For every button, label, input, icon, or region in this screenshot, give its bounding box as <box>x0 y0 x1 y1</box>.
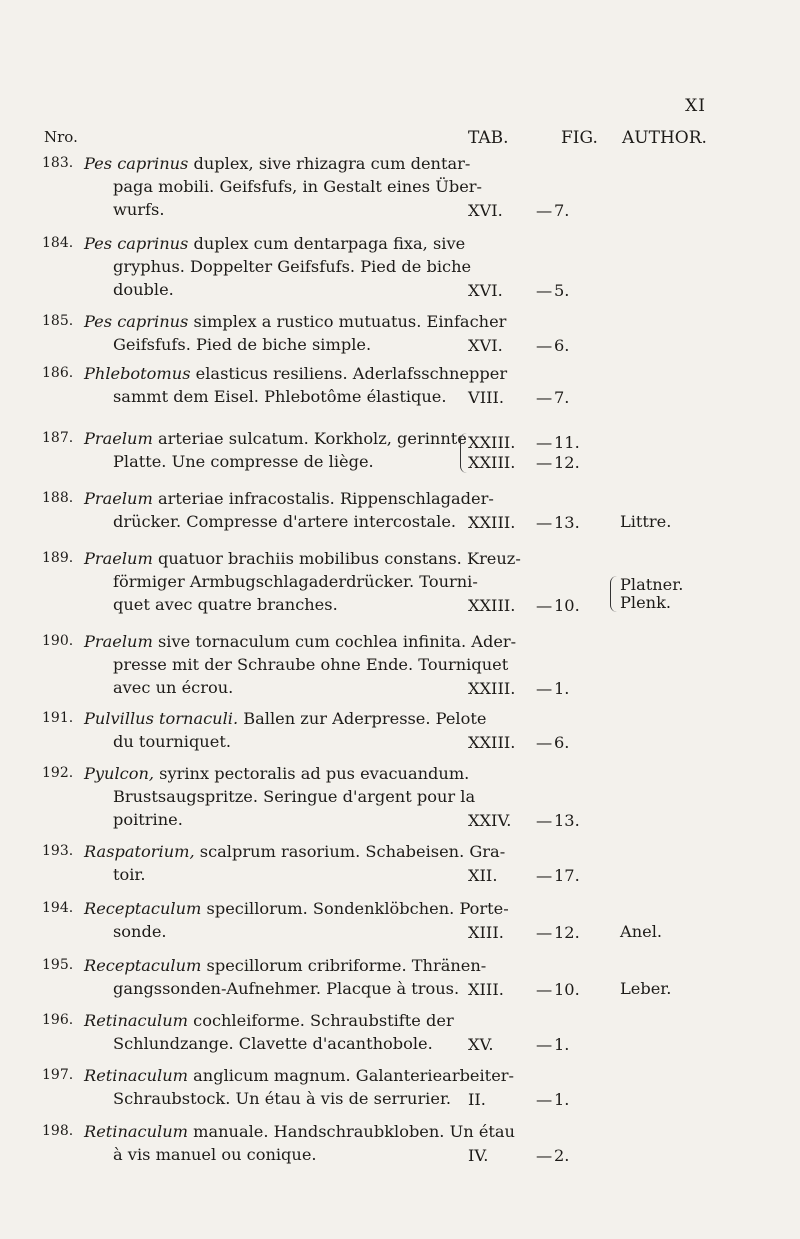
entry-number: 197. <box>42 1067 74 1083</box>
ref-tab: XV. <box>468 1035 494 1054</box>
entry-number: 194. <box>42 900 74 916</box>
reference-group <box>468 388 768 408</box>
ref-author-group <box>620 576 683 612</box>
entry-references <box>468 1035 768 1055</box>
entry-line: Pes caprinus duplex cum dentarpaga fixa, sive <box>84 234 466 253</box>
ref-dash: — <box>536 866 553 885</box>
entry-item <box>0 232 800 301</box>
entry-term: Receptaculum <box>84 956 202 975</box>
entry-line: Retinaculum cochleiforme. Schraubstifte der <box>84 1011 454 1030</box>
reference-row <box>468 1035 768 1055</box>
ref-fig: 7. <box>554 201 570 220</box>
ref-tab: XII. <box>468 866 498 885</box>
entry-line: Brustsaugspritze. Seringue d'argent pour la <box>113 787 476 806</box>
entry-line: Schlundzange. Clavette d'acanthobole. <box>113 1034 433 1053</box>
ref-fig: 10. <box>554 980 580 999</box>
reference-group <box>468 733 768 753</box>
ref-dash: — <box>536 923 553 942</box>
entry-references <box>468 433 768 473</box>
entry-text <box>84 1009 456 1055</box>
entry-number: 184. <box>42 235 74 251</box>
ref-fig: 1. <box>554 1090 570 1109</box>
entry-line: Praelum arteriae sulcatum. Korkholz, gerinnte <box>84 429 467 448</box>
entry-number: 189. <box>42 550 74 566</box>
entry-references <box>468 811 768 831</box>
reference-group <box>468 1035 768 1055</box>
entry-line: Pes caprinus simplex a rustico mutuatus. Einfacher <box>84 312 507 331</box>
entry-references <box>468 923 768 943</box>
reference-group <box>468 1146 768 1166</box>
entry-number: 193. <box>42 843 74 859</box>
entry-line: Platte. Une compresse de liège. <box>113 452 374 471</box>
ref-dash: — <box>536 453 553 472</box>
entry-term: Pulvillus tornaculi. <box>84 709 239 728</box>
entry-term: Praelum <box>84 632 153 651</box>
entry-line: förmiger Armbugschlagaderdrücker. Tourni- <box>113 572 478 591</box>
entry-references <box>468 1090 768 1110</box>
entry-item <box>0 840 800 886</box>
entry-term: Pyulcon, <box>84 764 155 783</box>
ref-fig: 11. <box>554 433 580 452</box>
ref-dash: — <box>536 201 553 220</box>
header-tab: TAB. <box>468 128 509 148</box>
reference-row <box>468 201 768 221</box>
ref-dash: — <box>536 1146 553 1165</box>
reference-group <box>468 923 768 943</box>
ref-fig: 6. <box>554 336 570 355</box>
ref-dash: — <box>536 281 553 300</box>
reference-row <box>468 433 768 453</box>
ref-tab: XIII. <box>468 923 504 942</box>
entry-term: Retinaculum <box>84 1066 188 1085</box>
ref-fig: 10. <box>554 596 580 615</box>
entry-line: quet avec quatre branches. <box>113 595 338 614</box>
entry-line: Raspatorium, scalprum rasorium. Schabeisen. Gra- <box>84 842 506 861</box>
entry-number: 183. <box>42 155 74 171</box>
entry-line: gryphus. Doppelter Geifsfufs. Pied de biche <box>113 257 472 276</box>
entry-number: 186. <box>42 365 74 381</box>
entry-line: double. <box>113 280 174 299</box>
brace-mark <box>610 576 617 612</box>
header-fig: FIG. <box>561 128 598 148</box>
entry-references <box>468 388 768 408</box>
ref-tab: XXIII. <box>468 733 516 752</box>
entry-number: 188. <box>42 490 74 506</box>
ref-author: Leber. <box>620 979 672 998</box>
ref-dash: — <box>536 679 553 698</box>
reference-group <box>468 1090 768 1110</box>
reference-row <box>468 980 768 1000</box>
entry-term: Pes caprinus <box>84 154 189 173</box>
entry-number: 195. <box>42 957 74 973</box>
reference-row <box>468 679 768 699</box>
entry-line: avec un écrou. <box>113 678 234 697</box>
entry-term: Receptaculum <box>84 899 202 918</box>
ref-fig: 12. <box>554 453 580 472</box>
entry-line: sammt dem Eisel. Phlebotôme élastique. <box>113 387 447 406</box>
reference-row <box>468 866 768 886</box>
entry-number: 192. <box>42 765 74 781</box>
reference-group <box>468 811 768 831</box>
ref-tab: XXIII. <box>468 433 516 452</box>
ref-dash: — <box>536 433 553 452</box>
entry-line: wurfs. <box>113 200 165 219</box>
entry-term: Pes caprinus <box>84 234 189 253</box>
entry-number: 190. <box>42 633 74 649</box>
entry-item <box>0 547 800 616</box>
entry-line: Geifsfufs. Pied de biche simple. <box>113 335 372 354</box>
entry-line: drücker. Compresse d'artere intercostale. <box>113 512 457 531</box>
ref-dash: — <box>536 596 553 615</box>
entry-line: du tourniquet. <box>113 732 231 751</box>
entry-references <box>468 513 768 533</box>
entry-line: Praelum arteriae infracostalis. Rippenschlagader- <box>84 489 494 508</box>
entry-line: Schraubstock. Un étau à vis de serrurier. <box>113 1089 452 1108</box>
entry-references <box>468 336 768 356</box>
ref-tab: XXIII. <box>468 679 516 698</box>
ref-fig: 6. <box>554 733 570 752</box>
brace-mark <box>460 433 467 473</box>
entry-term: Pes caprinus <box>84 312 189 331</box>
reference-row <box>468 811 768 831</box>
entry-number: 185. <box>42 313 74 329</box>
entry-line: Praelum quatuor brachiis mobilibus constans. Kreuz- <box>84 549 521 568</box>
entry-line: poitrine. <box>113 810 183 829</box>
entry-item <box>0 427 800 473</box>
ref-fig: 5. <box>554 281 570 300</box>
reference-row <box>468 923 768 943</box>
ref-fig: 12. <box>554 923 580 942</box>
ref-dash: — <box>536 1035 553 1054</box>
entry-term: Retinaculum <box>84 1011 188 1030</box>
entry-line: toir. <box>113 865 146 884</box>
entry-line: Retinaculum anglicum magnum. Galanteriearbeiter- <box>84 1066 514 1085</box>
ref-fig: 17. <box>554 866 580 885</box>
reference-row <box>468 733 768 753</box>
entry-item <box>0 707 800 753</box>
reference-group <box>468 513 768 533</box>
entry-text <box>84 707 487 753</box>
entry-references <box>468 866 768 886</box>
entry-item <box>0 310 800 356</box>
entry-line: gangssonden-Aufnehmer. Placque à trous. <box>113 979 460 998</box>
ref-author: Anel. <box>620 922 663 941</box>
header-author: AUTHOR. <box>622 128 707 148</box>
ref-dash: — <box>536 336 553 355</box>
entry-item <box>0 1009 800 1055</box>
reference-row <box>468 336 768 356</box>
entry-line: Praelum sive tornaculum cum cochlea infinita. Ader- <box>84 632 517 651</box>
entry-item <box>0 1064 800 1110</box>
entry-term: Phlebotomus <box>84 364 191 383</box>
ref-dash: — <box>536 1090 553 1109</box>
entry-item <box>0 1120 800 1166</box>
entry-line: Retinaculum manuale. Handschraubkloben. Un étau <box>84 1122 515 1141</box>
entry-references <box>468 733 768 753</box>
entry-number: 191. <box>42 710 74 726</box>
header-number: Nro. <box>44 128 78 146</box>
ref-author: Plenk. <box>620 593 672 612</box>
entry-term: Retinaculum <box>84 1122 188 1141</box>
reference-group <box>468 201 768 221</box>
entry-term: Praelum <box>84 429 153 448</box>
reference-group <box>468 980 768 1000</box>
entry-term: Raspatorium, <box>84 842 195 861</box>
column-headers <box>0 128 800 152</box>
entry-line: Pulvillus tornaculi. Ballen zur Aderpresse. Pelote <box>84 709 487 728</box>
reference-row <box>468 1090 768 1110</box>
ref-dash: — <box>536 513 553 532</box>
entry-line: à vis manuel ou conique. <box>113 1145 317 1164</box>
entry-references <box>468 281 768 301</box>
reference-group <box>468 336 768 356</box>
ref-tab: XXIII. <box>468 513 516 532</box>
entry-line: sonde. <box>113 922 167 941</box>
ref-tab: II. <box>468 1090 486 1109</box>
entry-term: Praelum <box>84 489 153 508</box>
entry-term: Praelum <box>84 549 153 568</box>
ref-tab: XVI. <box>468 201 503 220</box>
ref-tab: XXIII. <box>468 596 516 615</box>
ref-tab: IV. <box>468 1146 489 1165</box>
reference-group <box>468 281 768 301</box>
entry-text <box>84 762 476 831</box>
entry-number: 196. <box>42 1012 74 1028</box>
entry-line: Pes caprinus duplex, sive rhizagra cum dentar- <box>84 154 471 173</box>
ref-author: Littre. <box>620 512 672 531</box>
entry-item <box>0 152 800 221</box>
page-number: XI <box>685 96 706 116</box>
ref-tab: XIII. <box>468 980 504 999</box>
ref-dash: — <box>536 980 553 999</box>
entry-item <box>0 487 800 533</box>
reference-row <box>468 388 768 408</box>
entry-references <box>468 201 768 221</box>
ref-dash: — <box>536 388 553 407</box>
entry-item <box>0 954 800 1000</box>
ref-tab: VIII. <box>468 388 505 407</box>
reference-group <box>468 593 768 616</box>
reference-row <box>468 453 768 473</box>
entry-line: Phlebotomus elasticus resiliens. Aderlafsschnepper <box>84 364 508 383</box>
entry-item <box>0 762 800 831</box>
ref-fig: 13. <box>554 811 580 830</box>
entry-references <box>468 679 768 699</box>
ref-author: Platner. <box>620 575 684 594</box>
ref-fig: 1. <box>554 1035 570 1054</box>
reference-row <box>468 593 768 616</box>
entry-references <box>468 1146 768 1166</box>
entry-line: paga mobili. Geifsfufs, in Gestalt eines Über- <box>113 177 483 196</box>
entry-line: presse mit der Schraube ohne Ende. Tourniquet <box>113 655 509 674</box>
entry-text <box>84 427 467 473</box>
entry-number: 187. <box>42 430 74 446</box>
entry-item <box>0 897 800 943</box>
entry-text <box>84 232 472 301</box>
entry-line: Receptaculum specillorum cribriforme. Thränen- <box>84 956 487 975</box>
reference-row <box>468 513 768 533</box>
entry-references <box>468 980 768 1000</box>
ref-fig: 1. <box>554 679 570 698</box>
reference-row <box>468 281 768 301</box>
entry-references <box>468 575 768 616</box>
ref-tab: XVI. <box>468 336 503 355</box>
ref-fig: 2. <box>554 1146 570 1165</box>
ref-dash: — <box>536 811 553 830</box>
entry-line: Receptaculum specillorum. Sondenklöbchen. Porte- <box>84 899 509 918</box>
ref-fig: 7. <box>554 388 570 407</box>
entry-number: 198. <box>42 1123 74 1139</box>
reference-group <box>468 866 768 886</box>
reference-group <box>468 433 768 473</box>
ref-tab: XXIV. <box>468 811 512 830</box>
entry-line: Pyulcon, syrinx pectoralis ad pus evacuandum. <box>84 764 470 783</box>
ref-tab: XVI. <box>468 281 503 300</box>
reference-group <box>468 679 768 699</box>
ref-fig: 13. <box>554 513 580 532</box>
ref-tab: XXIII. <box>468 453 516 472</box>
ref-dash: — <box>536 733 553 752</box>
entry-item <box>0 630 800 699</box>
entry-item <box>0 362 800 408</box>
reference-row <box>468 1146 768 1166</box>
entry-text <box>84 152 483 221</box>
